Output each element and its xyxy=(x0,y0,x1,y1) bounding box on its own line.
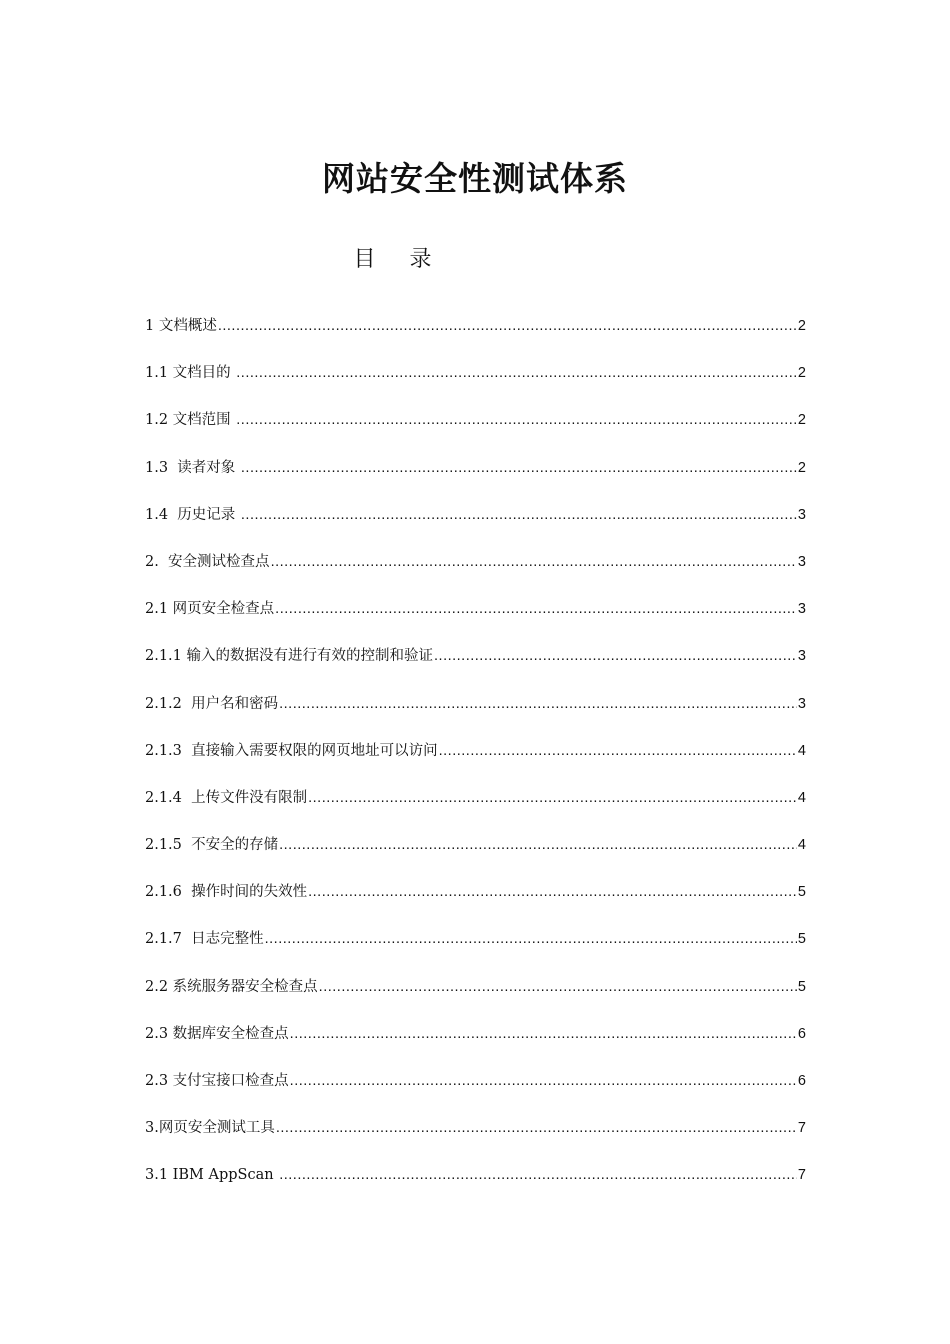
toc-dot-leader xyxy=(218,310,797,342)
toc-page-number: 3 xyxy=(797,601,806,618)
toc-heading-char-1: 目 xyxy=(353,247,376,272)
document-title: 网站安全性测试体系 xyxy=(322,159,628,199)
toc-entry-label: 2.1 网页安全检查点 xyxy=(145,601,275,618)
toc-dot-leader xyxy=(279,688,797,720)
toc-page-number: 2 xyxy=(797,318,806,334)
toc-page-number: 4 xyxy=(797,789,806,806)
toc-page-number: 3 xyxy=(797,506,806,523)
toc-dot-leader xyxy=(241,452,797,484)
toc-entry-label: 1.1 文档目的 xyxy=(145,365,236,382)
toc-page-number: 7 xyxy=(797,1167,806,1184)
toc-entry-label: 2.1.1 输入的数据没有进行有效的控制和验证 xyxy=(145,648,434,665)
toc-dot-leader xyxy=(236,404,797,436)
toc-entry-label: 2.1.6 操作时间的失效性 xyxy=(145,884,308,901)
toc-entry[interactable] xyxy=(145,499,806,546)
toc-page-number: 3 xyxy=(797,695,806,712)
toc-entry-label: 3.1 IBM AppScan xyxy=(145,1167,279,1184)
toc-entry[interactable] xyxy=(145,546,806,593)
toc-entry[interactable] xyxy=(145,923,806,970)
toc-entry-label: 1 文档概述 xyxy=(145,318,217,334)
toc-dot-leader xyxy=(434,640,797,672)
toc-entry-label: 3.网页安全测试工具 xyxy=(145,1120,275,1137)
toc-dot-leader xyxy=(241,499,797,531)
toc-entry-label: 2.3 支付宝接口检查点 xyxy=(145,1073,289,1089)
toc-page-number: 6 xyxy=(797,1073,806,1089)
toc-page-number: 4 xyxy=(797,837,806,854)
toc-entry-label: 1.3 读者对象 xyxy=(145,459,240,476)
toc-page-number: 5 xyxy=(797,978,806,995)
toc-dot-leader xyxy=(290,1065,797,1097)
toc-entry[interactable] xyxy=(145,735,806,782)
toc-entry[interactable] xyxy=(145,1112,806,1159)
toc-dot-leader xyxy=(265,923,797,955)
toc-page-number: 7 xyxy=(797,1120,806,1137)
toc-dot-leader xyxy=(319,971,797,1003)
toc-page-number: 3 xyxy=(797,648,806,665)
toc-entry[interactable] xyxy=(145,593,806,640)
toc-entry[interactable] xyxy=(145,1018,806,1065)
toc-dot-leader xyxy=(279,829,797,861)
toc-page-number: 2 xyxy=(797,412,806,429)
toc-dot-leader xyxy=(271,546,797,578)
toc-entry-label: 2.3 数据库安全检查点 xyxy=(145,1025,289,1042)
toc-entry-label: 2.1.5 不安全的存储 xyxy=(145,837,279,854)
toc-dot-leader xyxy=(439,735,797,767)
toc-page-number: 2 xyxy=(797,459,806,476)
toc-entry[interactable] xyxy=(145,640,806,687)
toc-heading xyxy=(0,244,785,276)
toc-dot-leader xyxy=(279,1159,797,1191)
toc-page-number: 4 xyxy=(797,742,806,759)
toc-entry-label: 2.2 系统服务器安全检查点 xyxy=(145,978,318,995)
toc-page-number: 5 xyxy=(797,931,806,948)
toc-entry[interactable] xyxy=(145,357,806,404)
toc-entry-label: 2. 安全测试检查点 xyxy=(145,553,270,570)
toc-entry[interactable] xyxy=(145,688,806,735)
toc-page-number: 5 xyxy=(797,884,806,901)
toc-page-number: 2 xyxy=(797,365,806,382)
toc-page-number: 6 xyxy=(797,1025,806,1042)
toc-entry[interactable] xyxy=(145,829,806,876)
toc-entry[interactable] xyxy=(145,404,806,451)
toc-entry-label: 1.2 文档范围 xyxy=(145,412,236,429)
toc-entry-label: 2.1.3 直接输入需要权限的网页地址可以访问 xyxy=(145,742,438,759)
toc-entry[interactable] xyxy=(145,1065,806,1112)
toc-dot-leader xyxy=(308,876,797,908)
toc-entry[interactable] xyxy=(145,876,806,923)
toc-entry[interactable] xyxy=(145,971,806,1018)
toc-page-number: 3 xyxy=(797,553,806,570)
toc-entry[interactable] xyxy=(145,310,806,357)
toc-entry-label: 2.1.7 日志完整性 xyxy=(145,931,264,948)
table-of-contents xyxy=(145,310,806,1207)
toc-entry[interactable] xyxy=(145,1159,806,1206)
toc-dot-leader xyxy=(275,593,797,625)
toc-dot-leader xyxy=(276,1112,797,1144)
toc-dot-leader xyxy=(290,1018,797,1050)
toc-entry[interactable] xyxy=(145,782,806,829)
toc-entry-label: 2.1.2 用户名和密码 xyxy=(145,695,279,712)
toc-entry[interactable] xyxy=(145,452,806,499)
toc-dot-leader xyxy=(236,357,797,389)
toc-dot-leader xyxy=(308,782,797,814)
toc-entry-label: 1.4 历史记录 xyxy=(145,506,240,523)
toc-entry-label: 2.1.4 上传文件没有限制 xyxy=(145,789,308,806)
toc-heading-char-2: 录 xyxy=(409,247,432,272)
